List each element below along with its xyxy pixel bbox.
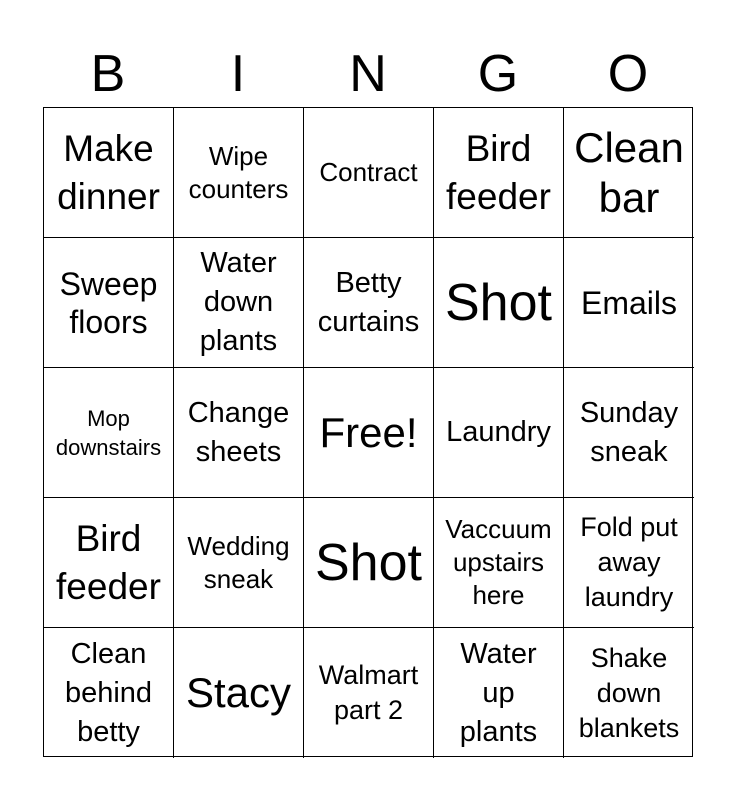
bingo-card-grid: [43, 107, 693, 757]
cell-text: Wedding sneak: [187, 530, 290, 594]
bingo-cell[interactable]: [434, 368, 564, 498]
bingo-cell[interactable]: [434, 238, 564, 368]
cell-text: Wipe counters: [188, 140, 289, 204]
bingo-cell[interactable]: [564, 238, 694, 368]
cell-text: Make dinner: [57, 127, 160, 217]
cell-text: Bird feeder: [446, 127, 551, 217]
bingo-cell[interactable]: [44, 238, 174, 368]
bingo-header: [43, 40, 693, 108]
header-letter-b: B: [90, 45, 126, 103]
cell-text: Betty curtains: [317, 266, 420, 338]
bingo-cell[interactable]: [44, 498, 174, 628]
bingo-cell[interactable]: [564, 498, 694, 628]
cell-text: Sweep floors: [59, 265, 158, 340]
cell-text: Sunday sneak: [579, 396, 679, 468]
bingo-cell[interactable]: [304, 238, 434, 368]
bingo-cell[interactable]: [434, 108, 564, 238]
bingo-cell[interactable]: [174, 108, 304, 238]
cell-text: Walmart part 2: [318, 660, 419, 725]
cell-text: Stacy: [185, 669, 292, 716]
bingo-cell[interactable]: [564, 368, 694, 498]
cell-text: Vaccuum upstairs here: [445, 514, 552, 610]
cell-text: Mop downstairs: [55, 405, 162, 460]
cell-text: Shot: [315, 533, 422, 592]
bingo-cell[interactable]: [174, 368, 304, 498]
bingo-cell[interactable]: [434, 628, 564, 758]
cell-text: Clean behind betty: [64, 637, 153, 748]
bingo-cell[interactable]: [44, 108, 174, 238]
cell-text: Change sheets: [187, 396, 290, 468]
bingo-cell[interactable]: [304, 498, 434, 628]
header-letter-g: G: [477, 45, 519, 103]
bingo-cell free-space[interactable]: [304, 368, 434, 498]
cell-text: Water down plants: [199, 247, 278, 357]
cell-text: Clean bar: [574, 123, 684, 221]
cell-text: Free!: [319, 408, 418, 456]
bingo-cell[interactable]: [174, 628, 304, 758]
cell-text: Bird feeder: [56, 517, 161, 607]
bingo-cell[interactable]: [564, 108, 694, 238]
bingo-cell[interactable]: [174, 238, 304, 368]
cell-text: Laundry: [446, 416, 551, 448]
header-letter-i: I: [230, 45, 246, 103]
bingo-cell[interactable]: [564, 628, 694, 758]
bingo-cell[interactable]: [174, 498, 304, 628]
cell-text: Shot: [445, 273, 552, 332]
cell-text: Water up plants: [459, 637, 538, 748]
bingo-cell[interactable]: [304, 628, 434, 758]
bingo-cell[interactable]: [304, 108, 434, 238]
cell-text: Shake down blankets: [578, 642, 680, 743]
bingo-cell[interactable]: [44, 628, 174, 758]
cell-text: Emails: [580, 284, 677, 321]
header-letter-o: O: [607, 45, 649, 103]
header-letter-n: N: [349, 45, 387, 103]
cell-text: Fold put away laundry: [580, 512, 678, 612]
bingo-cell[interactable]: [434, 498, 564, 628]
bingo-cell[interactable]: [44, 368, 174, 498]
cell-text: Contract: [319, 157, 418, 187]
